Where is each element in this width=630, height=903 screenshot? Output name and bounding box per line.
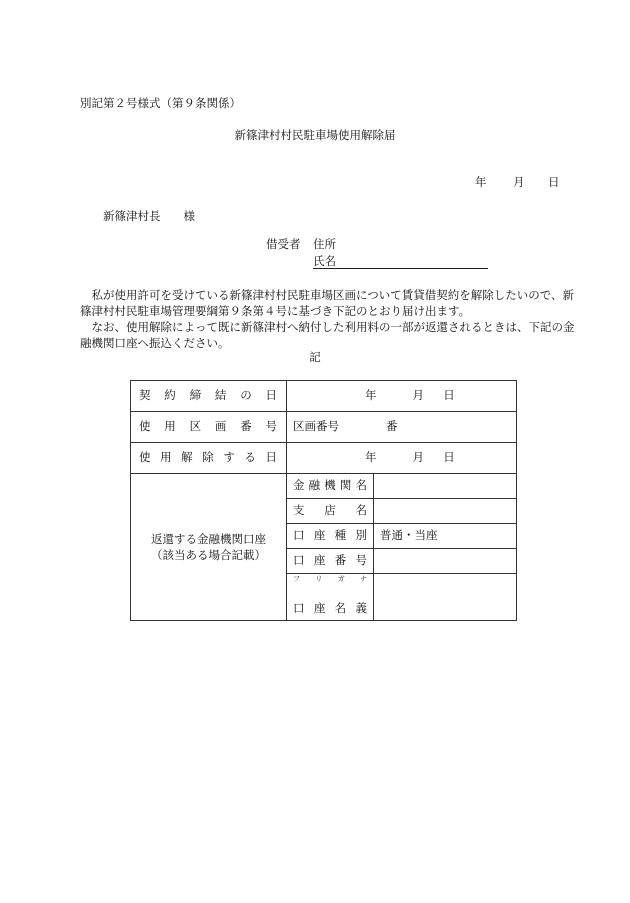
addressee: 新篠津村長 様 xyxy=(103,209,195,223)
cancel-date-label: 使用解除する日 xyxy=(131,443,287,474)
refund-label-line2: （該当ある場合記載） xyxy=(151,548,266,562)
form-id: 別記第２号様式（第９条関係） xyxy=(80,96,241,110)
borrower-label: 借受者 xyxy=(266,237,301,251)
section-number-row xyxy=(131,412,517,443)
cancel-date-day: 日 xyxy=(443,450,455,465)
details-table xyxy=(130,380,517,621)
furigana-char-4: ナ xyxy=(359,575,367,583)
bank-row xyxy=(131,474,517,499)
date-month: 月 xyxy=(513,175,525,189)
ki-heading: 記 xyxy=(309,350,321,364)
contract-date-month: 月 xyxy=(412,388,424,403)
contract-date-day: 日 xyxy=(443,388,455,403)
section-number-suffix: 番 xyxy=(386,419,398,434)
section-number-value[interactable] xyxy=(287,412,517,443)
cancel-date-value[interactable] xyxy=(287,443,517,474)
cancel-date-month: 月 xyxy=(412,450,424,465)
submission-date xyxy=(475,176,560,190)
branch-name-label: 支店名 xyxy=(287,499,374,524)
account-holder-field[interactable] xyxy=(374,574,517,621)
account-type-label: 口座種別 xyxy=(287,524,374,549)
contract-date-row xyxy=(131,381,517,412)
account-number-field[interactable] xyxy=(374,549,517,574)
section-number-prefix: 区画番号 xyxy=(293,419,339,434)
address-label: 住所 xyxy=(313,237,336,251)
furigana-char-1: フ xyxy=(293,575,300,583)
body-paragraph-2: なお、使用解除によって既に新篠津村へ納付した利用料の一部が返還されるときは、下記の金融機関口座へ振込ください。 xyxy=(80,320,575,350)
date-day: 日 xyxy=(548,175,560,189)
section-number-label: 使用区画番号 xyxy=(131,412,287,443)
account-number-label: 口座番号 xyxy=(287,549,374,574)
contract-date-year: 年 xyxy=(365,388,377,403)
body-text xyxy=(80,287,580,351)
furigana-label xyxy=(293,575,367,583)
refund-account-label xyxy=(131,474,287,621)
name-underline xyxy=(313,268,488,269)
furigana-char-3: ガ xyxy=(337,575,345,583)
cancel-date-year: 年 xyxy=(365,450,377,465)
account-holder-label: 口座名義 xyxy=(293,601,367,616)
account-holder-label-cell xyxy=(287,574,374,621)
contract-date-value[interactable] xyxy=(287,381,517,412)
refund-label-line1: 返還する金融機関口座 xyxy=(151,532,266,546)
date-year: 年 xyxy=(475,175,487,189)
furigana-char-2: リ xyxy=(315,575,323,583)
branch-name-field[interactable] xyxy=(374,499,517,524)
document-title: 新篠津村村民駐車場使用解除届 xyxy=(234,128,396,142)
name-label: 氏名 xyxy=(313,254,336,268)
account-type-field[interactable]: 普通・当座 xyxy=(374,524,517,549)
bank-name-field[interactable] xyxy=(374,474,517,499)
cancel-date-row xyxy=(131,443,517,474)
contract-date-label: 契約締結の日 xyxy=(131,381,287,412)
body-paragraph-1: 私が使用許可を受けている新篠津村村民駐車場区画について賃貸借契約を解除したいので、新篠津村村民駐車場管理要綱第９条第４号に基づき下記のとおり届け出ます。 xyxy=(80,288,575,318)
bank-name-label: 金融機関名 xyxy=(287,474,374,499)
